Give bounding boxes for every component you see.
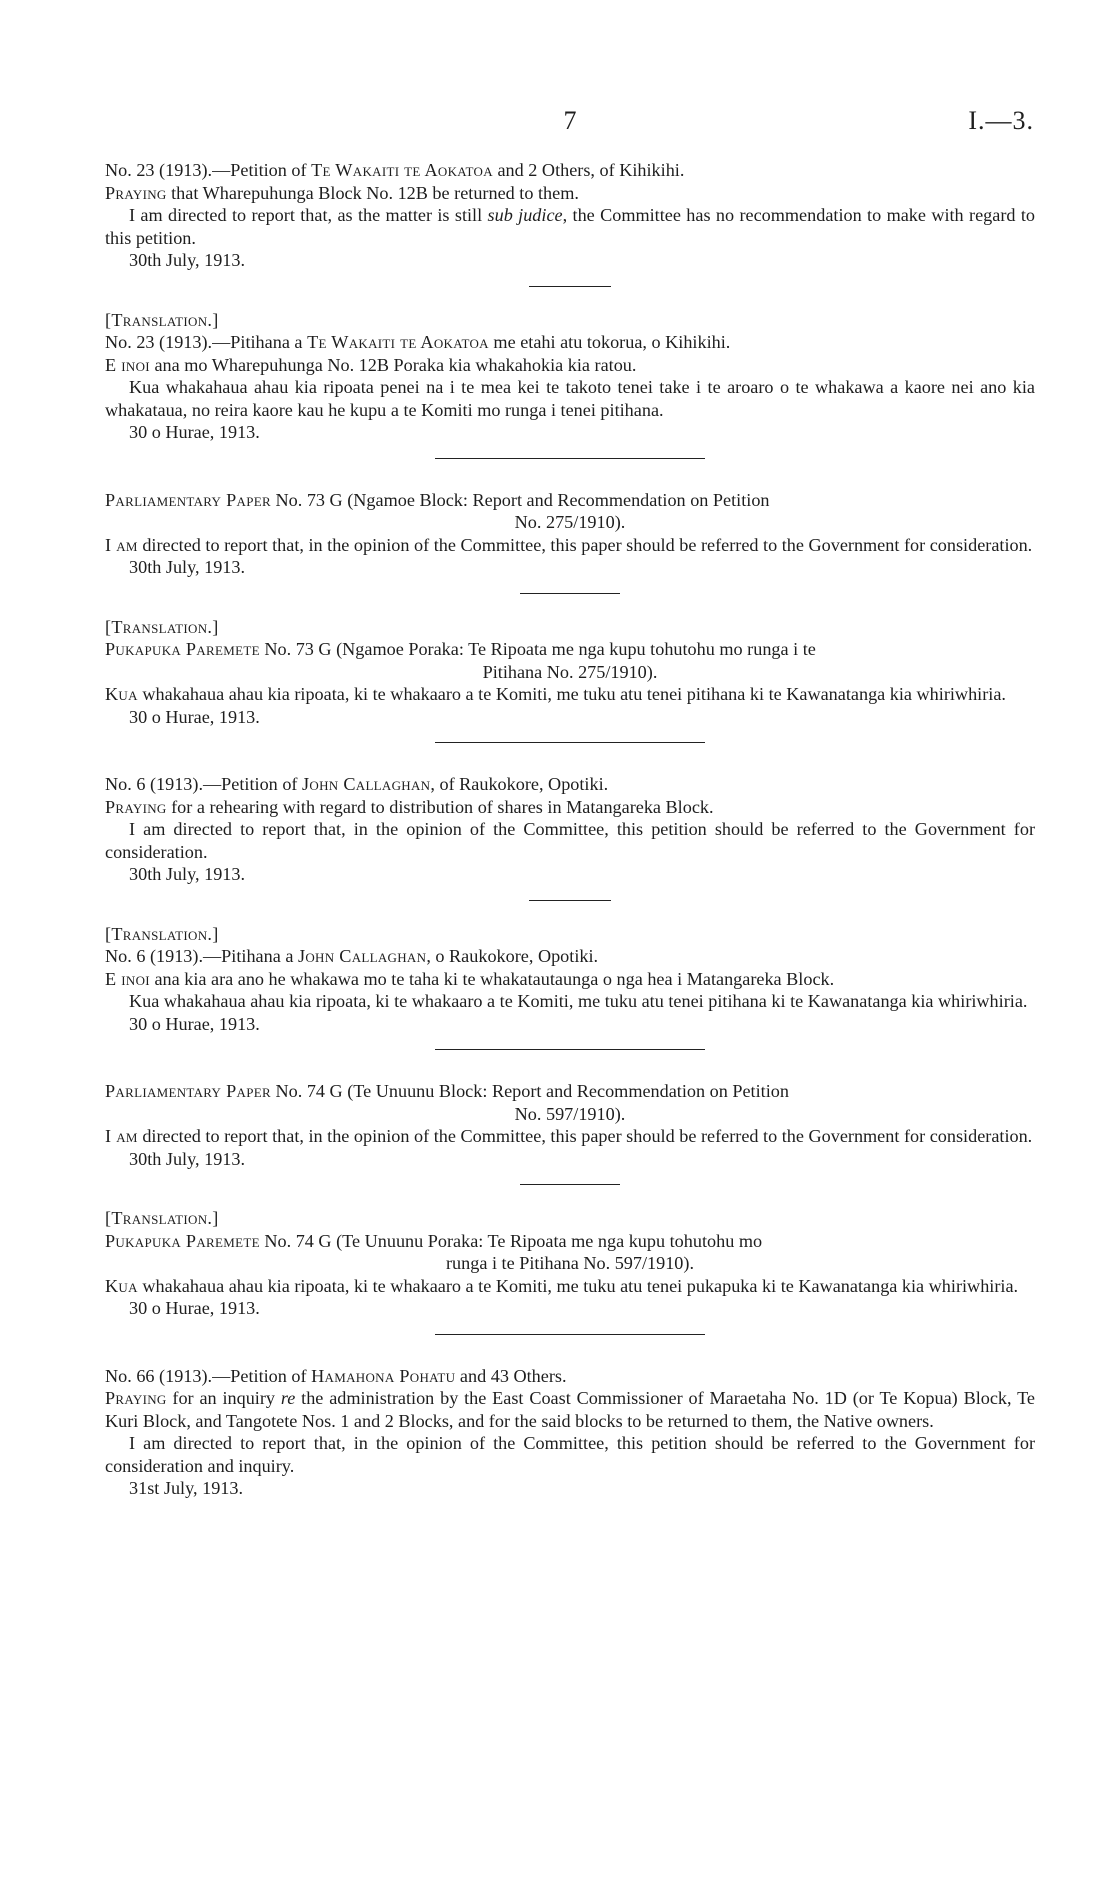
section-heading — [105, 773, 1035, 796]
report-text: I am directed to report that, as the matter is still — [129, 205, 488, 225]
praying-italic: re — [280, 1388, 296, 1408]
praying-text: for an inquiry — [166, 1388, 281, 1408]
translation-label: [Translation.] — [105, 616, 219, 637]
report-text: , the Committee has no recommendation to make with regard to this petition. — [105, 205, 1035, 248]
lead-label: I am — [105, 1126, 138, 1146]
praying-paragraph — [105, 968, 1035, 991]
heading-text: me etahi atu tokorua, o Kihikihi. — [488, 332, 731, 352]
heading-text: No. 73 G (Ngamoe Poraka: Te Ripoata me nga kupu tohutohu mo runga i te — [259, 639, 816, 659]
praying-text: that Wharepuhunga Block No. 12B be returned to them. — [166, 182, 579, 203]
heading-text: , o Raukokore, Opotiki. — [426, 946, 599, 966]
heading-text: No. 6 (1913).—Pitihana a — [105, 946, 298, 966]
date-line: 30th July, 1913. — [129, 250, 246, 270]
lead-text: whakahaua ahau kia ripoata, ki te whakaaro a te Komiti, me tuku atu tenei pukapuka ki te Kawanatanga kia whiriwhiria. — [137, 1275, 1019, 1296]
paper-reference: I.—3. — [968, 106, 1034, 135]
petition-6-section — [105, 773, 1035, 886]
lead-text: ana mo Wharepuhunga No. 12B Poraka kia whakahokia kia ratou. — [149, 354, 637, 375]
lead-label: E inoi — [105, 354, 150, 375]
section-heading — [105, 638, 1035, 683]
date-line: 30th July, 1913. — [129, 864, 246, 884]
petition-23-section — [105, 159, 1035, 272]
lead-text: whakahaua ahau kia ripoata, ki te whakaaro a te Komiti, me tuku atu tenei pitihana ki te Kawanatanga kia whiriwhiria. — [137, 684, 1006, 704]
lead-label: Kua — [105, 684, 138, 704]
heading-text: No. 66 (1913).—Petition of — [105, 1365, 312, 1386]
section-heading — [105, 1080, 1035, 1125]
praying-label: Praying — [105, 182, 167, 203]
petitioner-name: Te Wakaiti te Aokatoa — [311, 160, 493, 180]
lead-label: Kua — [105, 1275, 138, 1296]
petition-23-translation — [105, 309, 1035, 444]
report-paragraph: I am directed to report that, in the opinion of the Committee, this petition should be referred to the Government for consideration. — [105, 819, 1035, 862]
heading-text: No. 73 G (Ngamoe Block: Report and Recommendation on Petition — [270, 489, 770, 510]
praying-label: Praying — [105, 1388, 167, 1408]
translation-label: [Translation.] — [105, 923, 219, 944]
report-paragraph — [105, 204, 1035, 249]
heading-continuation: runga i te Pitihana No. 597/1910). — [445, 1253, 695, 1273]
lead-text: directed to report that, in the opinion of the Committee, this paper should be referred to the Government for consideration. — [137, 1126, 1033, 1146]
paper-74g-section — [105, 1080, 1035, 1170]
report-paragraph — [105, 1275, 1035, 1298]
petitioner-name: John Callaghan — [297, 946, 427, 966]
document-body — [105, 159, 1035, 1500]
page-number: 7 — [563, 106, 577, 135]
heading-text: and 43 Others. — [455, 1365, 567, 1386]
section-heading — [105, 159, 1035, 182]
petitioner-name: John Callaghan — [302, 774, 431, 794]
date-line: 30 o Hurae, 1913. — [129, 422, 260, 442]
section-heading — [105, 489, 1035, 534]
praying-text: the administration by the East Coast Commissioner of Maraetaha No. 1D (or Te Kopua) Block, Te Kuri Block, and Tangotete Nos. 1 and 2 Blocks, and for the said blocks to be returned to them, the Native owners. — [105, 1388, 1035, 1431]
section-heading — [105, 1230, 1035, 1275]
heading-text: No. 23 (1913).—Petition of — [105, 160, 312, 180]
date-line: 31st July, 1913. — [129, 1478, 244, 1498]
petition-66-section — [105, 1365, 1035, 1500]
date-line: 30th July, 1913. — [129, 557, 246, 577]
praying-paragraph — [105, 1387, 1035, 1432]
heading-text: and 2 Others, of Kihikihi. — [492, 160, 685, 180]
paper-73g-translation — [105, 616, 1035, 729]
heading-text: No. 23 (1913).—Pitihana a — [105, 332, 308, 352]
date-line: 30th July, 1913. — [129, 1148, 246, 1169]
petitioner-name: Te Wakaiti te Aokatoa — [307, 332, 489, 352]
date-line: 30 o Hurae, 1913. — [129, 1298, 260, 1318]
heading-text: No. 6 (1913).—Petition of — [105, 774, 303, 794]
praying-paragraph — [105, 796, 1035, 819]
heading-label: Parliamentary Paper — [105, 489, 271, 510]
heading-label: Pukapuka Paremete — [105, 1230, 260, 1251]
translation-label: [Translation.] — [105, 1208, 219, 1228]
petition-6-translation — [105, 923, 1035, 1036]
lead-text: ana kia ara ano he whakawa mo te taha ki te whakatautaunga o nga hea i Matangareka Block. — [149, 968, 835, 989]
translation-label: [Translation.] — [105, 309, 219, 330]
heading-text: , of Raukokore, Opotiki. — [430, 774, 609, 794]
lead-label: E inoi — [105, 968, 150, 989]
heading-text: No. 74 G (Te Unuunu Poraka: Te Ripoata me nga kupu tohutohu mo — [259, 1230, 763, 1251]
praying-text: for a rehearing with regard to distribution of shares in Matangareka Block. — [166, 796, 714, 817]
lead-label: I am — [105, 534, 138, 555]
report-italic: sub judice — [487, 205, 563, 225]
heading-label: Pukapuka Paremete — [105, 639, 260, 659]
praying-label: Praying — [105, 796, 167, 817]
report-paragraph — [105, 534, 1035, 557]
heading-text: No. 74 G (Te Unuunu Block: Report and Recommendation on Petition — [270, 1081, 789, 1101]
paper-74g-translation — [105, 1207, 1035, 1320]
heading-continuation: No. 275/1910). — [514, 512, 626, 532]
heading-label: Parliamentary Paper — [105, 1081, 271, 1101]
praying-paragraph — [105, 354, 1035, 377]
section-heading — [105, 1365, 1035, 1388]
date-line: 30 o Hurae, 1913. — [129, 706, 260, 727]
section-heading — [105, 331, 1035, 354]
lead-text: directed to report that, in the opinion of the Committee, this paper should be referred to the Government for consideration. — [137, 534, 1033, 555]
heading-continuation: No. 597/1910). — [514, 1103, 626, 1124]
heading-continuation: Pitihana No. 275/1910). — [482, 661, 658, 682]
report-paragraph: I am directed to report that, in the opinion of the Committee, this petition should be referred to the Government for consideration and inquiry. — [105, 1433, 1035, 1476]
report-paragraph: Kua whakahaua ahau kia ripoata, ki te whakaaro a te Komiti, me tuku atu tenei pitihana ki te Kawanatanga kia whiriwhiria. — [129, 991, 1028, 1011]
paper-73g-section — [105, 489, 1035, 579]
date-line: 30 o Hurae, 1913. — [129, 1013, 260, 1034]
report-paragraph — [105, 683, 1035, 706]
petitioner-name: Hamahona Pohatu — [311, 1365, 456, 1386]
praying-paragraph — [105, 182, 1035, 205]
section-heading — [105, 945, 1035, 968]
report-paragraph — [105, 1125, 1035, 1148]
report-paragraph: Kua whakahaua ahau kia ripoata penei na i te mea kei te takoto tenei take i te aroaro o te whakawa a kaore nei ano kia whakataua, no reira kaore kau he kupu a te Komiti mo runga i tenei pitihana. — [105, 377, 1035, 420]
